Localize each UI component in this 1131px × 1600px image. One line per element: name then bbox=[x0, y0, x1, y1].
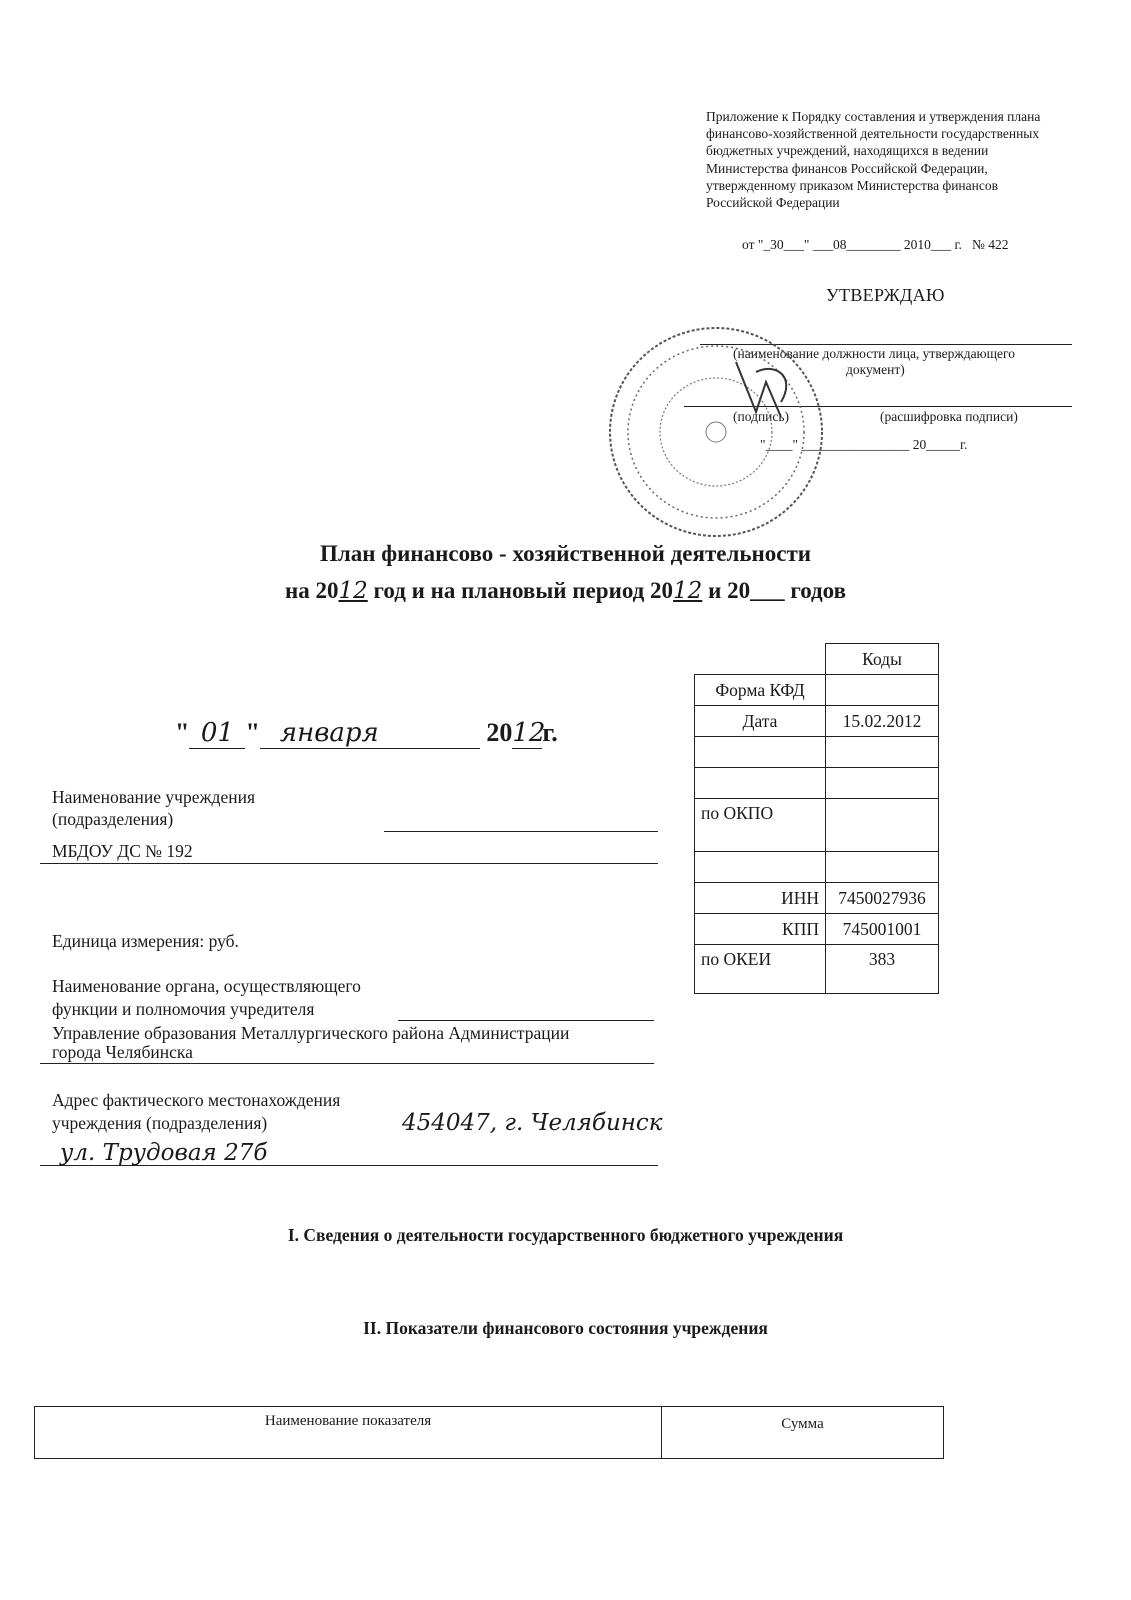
code-label: Форма КФД bbox=[695, 675, 826, 706]
indicator-name-header: Наименование показателя bbox=[35, 1407, 662, 1458]
plan-date bbox=[162, 688, 558, 749]
indicators-table bbox=[34, 1406, 944, 1459]
code-label bbox=[695, 737, 826, 768]
codes-row bbox=[695, 883, 939, 914]
position-caption-2: документ) bbox=[846, 362, 905, 377]
founder-name-2: города Челябинска bbox=[52, 1042, 193, 1062]
year-handwritten: 12 bbox=[512, 718, 546, 748]
code-label: по ОКПО bbox=[695, 799, 826, 852]
position-caption: (наименование должности лица, утверждающего bbox=[733, 346, 1015, 361]
code-label bbox=[695, 768, 826, 799]
code-value bbox=[826, 799, 939, 852]
section-1-heading: I. Сведения о деятельности государственного бюджетного учреждения bbox=[287, 1225, 844, 1245]
page-title: План финансово - хозяйственной деятельности bbox=[319, 541, 812, 566]
approve-heading: УТВЕРЖДАЮ bbox=[826, 285, 945, 305]
official-stamp-icon bbox=[606, 322, 846, 542]
codes-row bbox=[695, 852, 939, 883]
approval-date: "____" ________________ 20_____г. bbox=[760, 437, 968, 452]
codes-row bbox=[695, 737, 939, 768]
code-label: Дата bbox=[695, 706, 826, 737]
founder-label-2: функции и полномочия учредителя bbox=[52, 999, 315, 1019]
code-value: 745001001 bbox=[826, 914, 939, 945]
address-label-2: учреждения (подразделения) bbox=[52, 1113, 268, 1133]
founder-name: Управление образования Металлургического района Администрации bbox=[52, 1023, 570, 1043]
signature-caption: (подпись) bbox=[733, 409, 790, 424]
institution-label: Наименование учреждения bbox=[52, 787, 256, 807]
code-value bbox=[826, 737, 939, 768]
decode-caption: (расшифровка подписи) bbox=[880, 409, 1018, 424]
quote: " bbox=[245, 718, 260, 747]
institution-underline bbox=[40, 863, 658, 864]
codes-header-row bbox=[695, 644, 939, 675]
founder-label: Наименование органа, осуществляющего bbox=[52, 976, 361, 996]
code-label bbox=[695, 852, 826, 883]
appendix-line: бюджетных учреждений, находящихся в ведении bbox=[706, 143, 989, 159]
codes-row bbox=[695, 706, 939, 737]
appendix-note bbox=[706, 108, 1106, 211]
code-value: 7450027936 bbox=[826, 883, 939, 914]
institution-line bbox=[384, 831, 658, 832]
year-handwritten: 12 bbox=[338, 578, 368, 604]
codes-row bbox=[695, 675, 939, 706]
codes-row bbox=[695, 768, 939, 799]
code-label: по ОКЕИ bbox=[695, 945, 826, 994]
address-handwritten: 454047, г. Челябинск bbox=[402, 1110, 663, 1136]
appendix-line: Министерства финансов Российской Федерации, bbox=[706, 160, 988, 176]
codes-header: Коды bbox=[826, 644, 939, 675]
year-suffix: г. bbox=[542, 718, 558, 747]
codes-empty bbox=[695, 644, 826, 675]
quote: " bbox=[175, 718, 190, 747]
institution-name: МБДОУ ДС № 192 bbox=[52, 841, 193, 861]
address-label: Адрес фактического местонахождения bbox=[52, 1090, 341, 1110]
unit-of-measure: Единица измерения: руб. bbox=[52, 931, 239, 951]
day-handwritten: 01 bbox=[189, 718, 245, 749]
plan-year-handwritten: 12 bbox=[673, 578, 703, 604]
code-value bbox=[826, 768, 939, 799]
code-label: ИНН bbox=[695, 883, 826, 914]
appendix-line: Приложение к Порядку составления и утверждения плана bbox=[706, 109, 1041, 124]
code-value bbox=[826, 675, 939, 706]
code-value bbox=[826, 852, 939, 883]
founder-line bbox=[398, 1020, 654, 1021]
institution-label-2: (подразделения) bbox=[52, 809, 174, 829]
subtitle-part: год и на плановый период 20 bbox=[367, 578, 674, 603]
code-value: 15.02.2012 bbox=[826, 706, 939, 737]
founder-underline bbox=[40, 1063, 654, 1064]
codes-row bbox=[695, 799, 939, 852]
page-subtitle bbox=[0, 578, 1131, 604]
code-label: КПП bbox=[695, 914, 826, 945]
section-2-heading: II. Показатели финансового состояния учреждения bbox=[363, 1318, 768, 1338]
address-underline bbox=[40, 1165, 658, 1166]
indicator-sum-header: Сумма bbox=[781, 1416, 824, 1432]
codes-row bbox=[695, 945, 939, 994]
order-date: от "_30___" ___08________ 2010___ г. № 422 bbox=[742, 237, 1009, 252]
code-value: 383 bbox=[826, 945, 939, 994]
appendix-line: Российской Федерации bbox=[706, 195, 840, 211]
subtitle-part: на 20 bbox=[284, 578, 339, 603]
year-prefix: 20 bbox=[486, 718, 513, 747]
subtitle-part: и 20___ годов bbox=[702, 578, 847, 603]
codes-row bbox=[695, 914, 939, 945]
month-handwritten: января bbox=[260, 718, 480, 749]
appendix-line: финансово-хозяйственной деятельности государственных bbox=[706, 126, 1040, 142]
codes-table bbox=[694, 643, 939, 994]
appendix-line: утвержденному приказом Министерства финансов bbox=[706, 177, 998, 193]
address-handwritten-2: ул. Трудовая 27б bbox=[60, 1140, 268, 1166]
